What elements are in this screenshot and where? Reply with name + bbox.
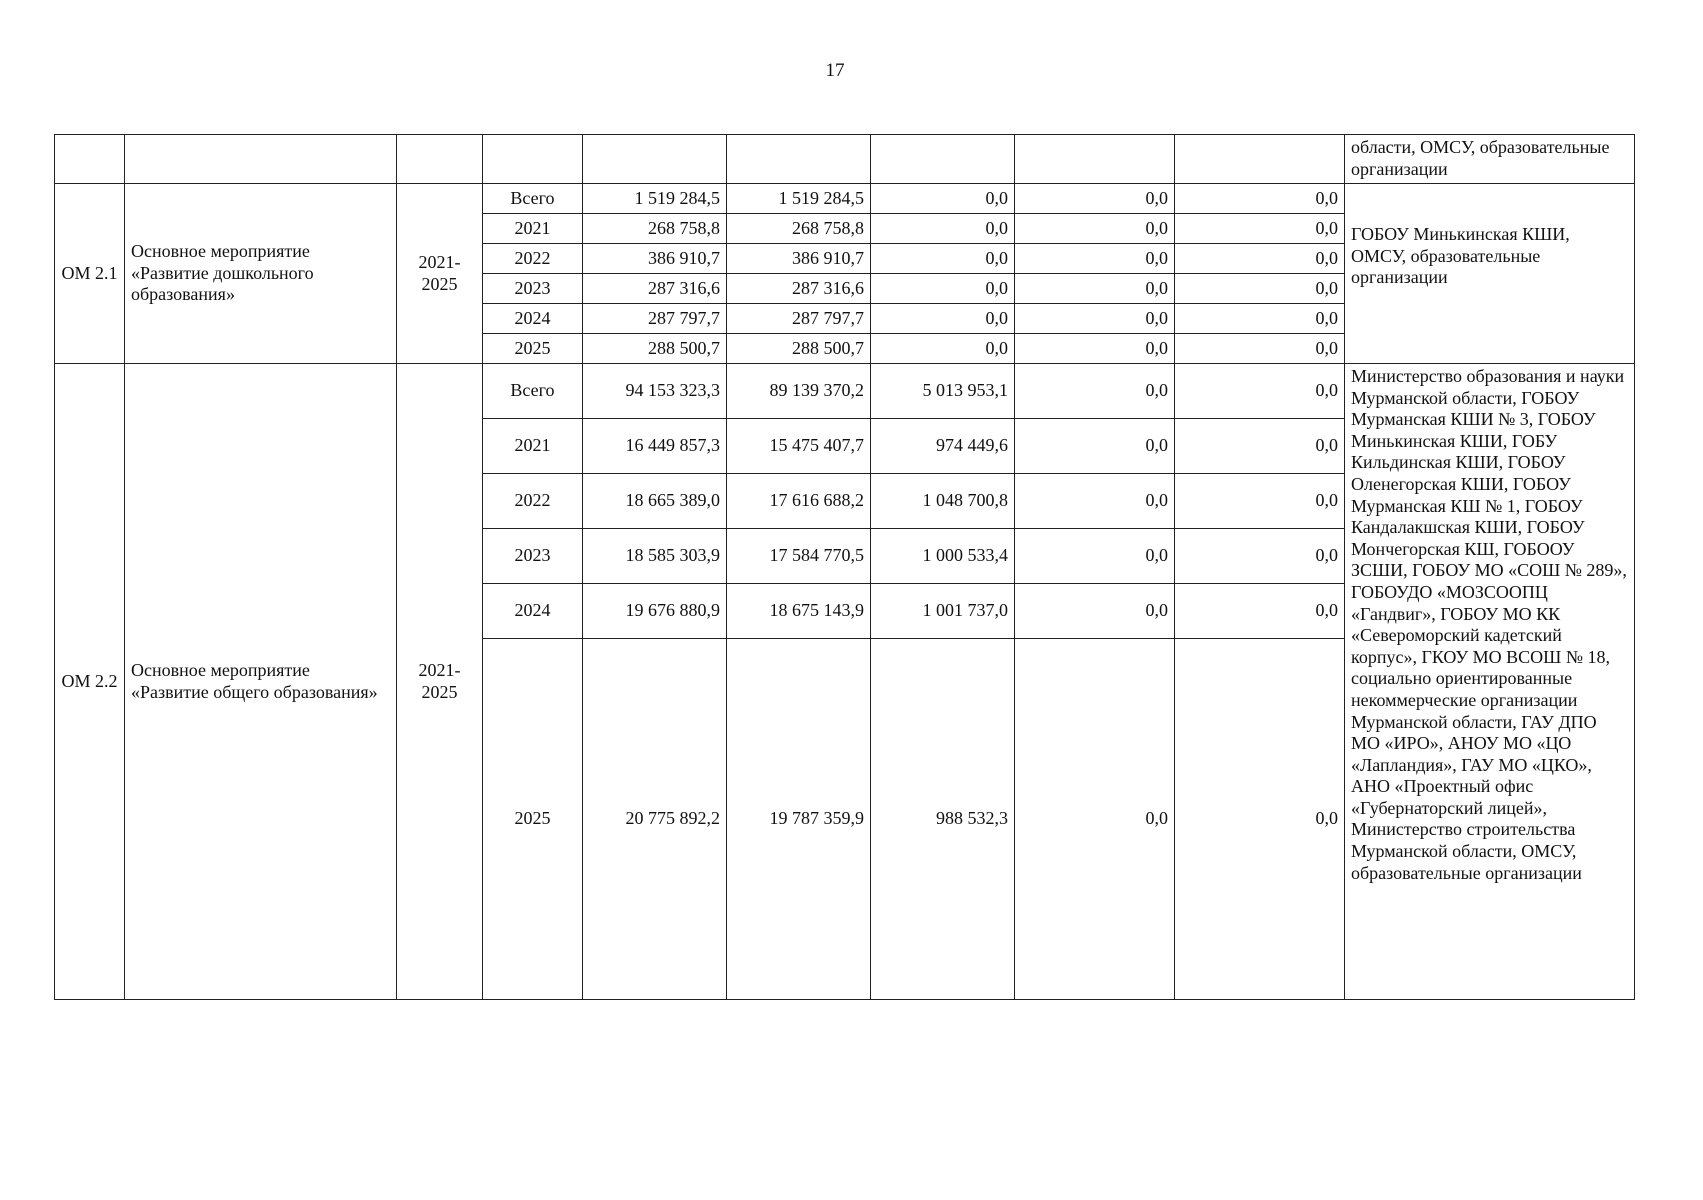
amount-col1: 288 500,7 [727,334,871,364]
amount-col1: 287 797,7 [727,304,871,334]
measure-code: ОМ 2.1 [55,184,125,364]
measure-period: 2021-2025 [397,184,483,364]
amount-col1: 19 787 359,9 [727,639,871,1000]
cell-empty [583,135,727,184]
measure-period: 2021-2025 [397,364,483,1000]
amount-col3: 0,0 [1015,584,1175,639]
amount-total: 268 758,8 [583,214,727,244]
cell-empty [397,135,483,184]
table-row [55,184,1635,214]
amount-total: 94 153 323,3 [583,364,727,419]
amount-col2: 0,0 [871,184,1015,214]
amount-col4: 0,0 [1175,419,1345,474]
amount-col3: 0,0 [1015,639,1175,1000]
cell-empty [871,135,1015,184]
amount-col2: 0,0 [871,244,1015,274]
year-cell: 2023 [483,529,583,584]
year-cell: 2023 [483,274,583,304]
year-cell: Всего [483,364,583,419]
amount-col1: 18 675 143,9 [727,584,871,639]
amount-col1: 268 758,8 [727,214,871,244]
amount-col4: 0,0 [1175,529,1345,584]
cell-empty [55,135,125,184]
amount-col3: 0,0 [1015,244,1175,274]
amount-col3: 0,0 [1015,364,1175,419]
amount-col1: 17 584 770,5 [727,529,871,584]
amount-col3: 0,0 [1015,304,1175,334]
year-cell: 2022 [483,244,583,274]
cell-empty [727,135,871,184]
amount-total: 287 797,7 [583,304,727,334]
year-cell: Всего [483,184,583,214]
continuation-row [55,135,1635,184]
amount-col4: 0,0 [1175,364,1345,419]
amount-total: 18 665 389,0 [583,474,727,529]
amount-col1: 386 910,7 [727,244,871,274]
amount-col4: 0,0 [1175,274,1345,304]
amount-col3: 0,0 [1015,474,1175,529]
amount-total: 1 519 284,5 [583,184,727,214]
amount-col4: 0,0 [1175,584,1345,639]
year-cell: 2025 [483,334,583,364]
amount-col2: 1 001 737,0 [871,584,1015,639]
amount-col2: 1 048 700,8 [871,474,1015,529]
amount-col1: 17 616 688,2 [727,474,871,529]
amount-total: 288 500,7 [583,334,727,364]
measure-name: Основное мероприятие «Развитие дошкольного образования» [125,184,397,364]
amount-col1: 1 519 284,5 [727,184,871,214]
year-cell: 2021 [483,214,583,244]
cell-empty [1175,135,1345,184]
amount-col3: 0,0 [1015,529,1175,584]
amount-col2: 0,0 [871,274,1015,304]
amount-total: 287 316,6 [583,274,727,304]
amount-col2: 0,0 [871,304,1015,334]
year-cell: 2024 [483,304,583,334]
executor-cell: области, ОМСУ, образовательные организации [1345,135,1635,184]
amount-col2: 1 000 533,4 [871,529,1015,584]
amount-col1: 15 475 407,7 [727,419,871,474]
year-cell: 2025 [483,639,583,1000]
executor-cell: ГОБОУ Минькинская КШИ, ОМСУ, образовательные организации [1345,184,1635,364]
page-number: 17 [825,60,845,81]
amount-total: 16 449 857,3 [583,419,727,474]
amount-col2: 974 449,6 [871,419,1015,474]
amount-col3: 0,0 [1015,184,1175,214]
amount-col3: 0,0 [1015,214,1175,244]
amount-col3: 0,0 [1015,419,1175,474]
amount-total: 386 910,7 [583,244,727,274]
year-cell: 2024 [483,584,583,639]
amount-col2: 0,0 [871,214,1015,244]
table-row [55,364,1635,419]
amount-col4: 0,0 [1175,334,1345,364]
amount-col4: 0,0 [1175,214,1345,244]
amount-col1: 287 316,6 [727,274,871,304]
program-table [54,134,1635,1000]
amount-col2: 0,0 [871,334,1015,364]
measure-code: ОМ 2.2 [55,364,125,1000]
amount-col4: 0,0 [1175,639,1345,1000]
cell-empty [1015,135,1175,184]
year-cell: 2022 [483,474,583,529]
amount-total: 20 775 892,2 [583,639,727,1000]
amount-col4: 0,0 [1175,184,1345,214]
amount-col1: 89 139 370,2 [727,364,871,419]
executor-cell: Министерство образования и науки Мурманской области, ГОБОУ Мурманская КШИ № 3, ГОБОУ Минькинская КШИ, ГОБУ Кильдинская КШИ, ГОБОУ Оленегорская КШИ, ГОБОУ Мурманская КШ № 1, ГОБОУ Кандалакшская КШИ, ГОБОУ Мончегорская КШ, ГОБООУ ЗСШИ, ГОБОУ МО «СОШ № 289», ГОБОУДО «МОЗСООПЦ «Гандвиг», ГОБОУ МО КК «Североморский кадетский корпус», ГКОУ МО ВСОШ № 18, социально ориентированные некоммерческие организации Мурманской области, ГАУ ДПО МО «ИРО», АНОУ МО «ЦО «Лапландия», ГАУ МО «ЦКО», АНО «Проектный офис «Губернаторский лицей», Министерство строительства Мурманской области, ОМСУ, образовательные организации [1345,364,1635,1000]
cell-empty [125,135,397,184]
amount-col4: 0,0 [1175,244,1345,274]
cell-empty [483,135,583,184]
year-cell: 2021 [483,419,583,474]
amount-col2: 5 013 953,1 [871,364,1015,419]
amount-total: 18 585 303,9 [583,529,727,584]
amount-col4: 0,0 [1175,304,1345,334]
amount-total: 19 676 880,9 [583,584,727,639]
amount-col3: 0,0 [1015,334,1175,364]
amount-col2: 988 532,3 [871,639,1015,1000]
measure-name: Основное мероприятие «Развитие общего образования» [125,364,397,1000]
amount-col4: 0,0 [1175,474,1345,529]
amount-col3: 0,0 [1015,274,1175,304]
